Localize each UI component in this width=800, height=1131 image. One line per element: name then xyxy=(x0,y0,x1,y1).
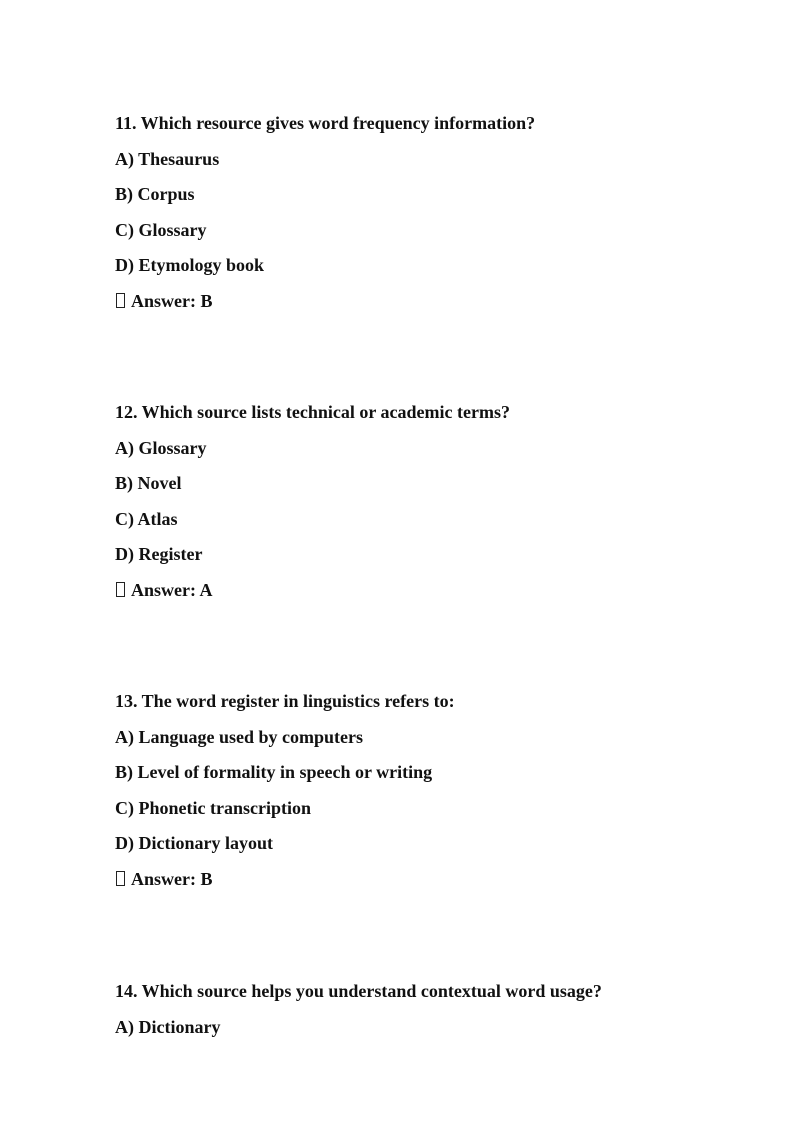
option-c: C) Atlas xyxy=(115,508,178,529)
question-block-13 xyxy=(115,690,735,890)
option-a: A) Dictionary xyxy=(115,1016,221,1037)
answer-text: Answer: B xyxy=(131,868,213,889)
answer-line xyxy=(115,290,735,312)
question-block-14 xyxy=(115,980,735,1051)
question-block-12 xyxy=(115,401,735,601)
question-text: 12. Which source lists technical or academic terms? xyxy=(115,402,510,422)
question-text: 13. The word register in linguistics refers to: xyxy=(115,691,455,711)
option-d: D) Etymology book xyxy=(115,255,265,275)
option-d: D) Register xyxy=(115,544,203,564)
answer-line xyxy=(115,868,735,890)
answer-text: Answer: A xyxy=(131,579,213,600)
option-b: B) Level of formality in speech or writing xyxy=(115,762,433,782)
option-c: C) Phonetic transcription xyxy=(115,797,311,818)
missing-glyph-box-icon xyxy=(116,871,125,886)
question-block-11 xyxy=(115,112,735,312)
answer-text: Answer: B xyxy=(131,290,213,311)
answer-line xyxy=(115,579,735,601)
question-text: 11. Which resource gives word frequency information? xyxy=(115,113,536,133)
missing-glyph-box-icon xyxy=(116,293,125,308)
missing-glyph-box-icon xyxy=(116,582,125,597)
option-c: C) Glossary xyxy=(115,219,207,240)
option-a: A) Language used by computers xyxy=(115,726,364,747)
option-d: D) Dictionary layout xyxy=(115,833,273,853)
question-text: 14. Which source helps you understand contextual word usage? xyxy=(115,981,602,1001)
option-a: A) Thesaurus xyxy=(115,148,220,169)
option-b: B) Corpus xyxy=(115,184,195,204)
option-b: B) Novel xyxy=(115,473,182,493)
option-a: A) Glossary xyxy=(115,437,207,458)
